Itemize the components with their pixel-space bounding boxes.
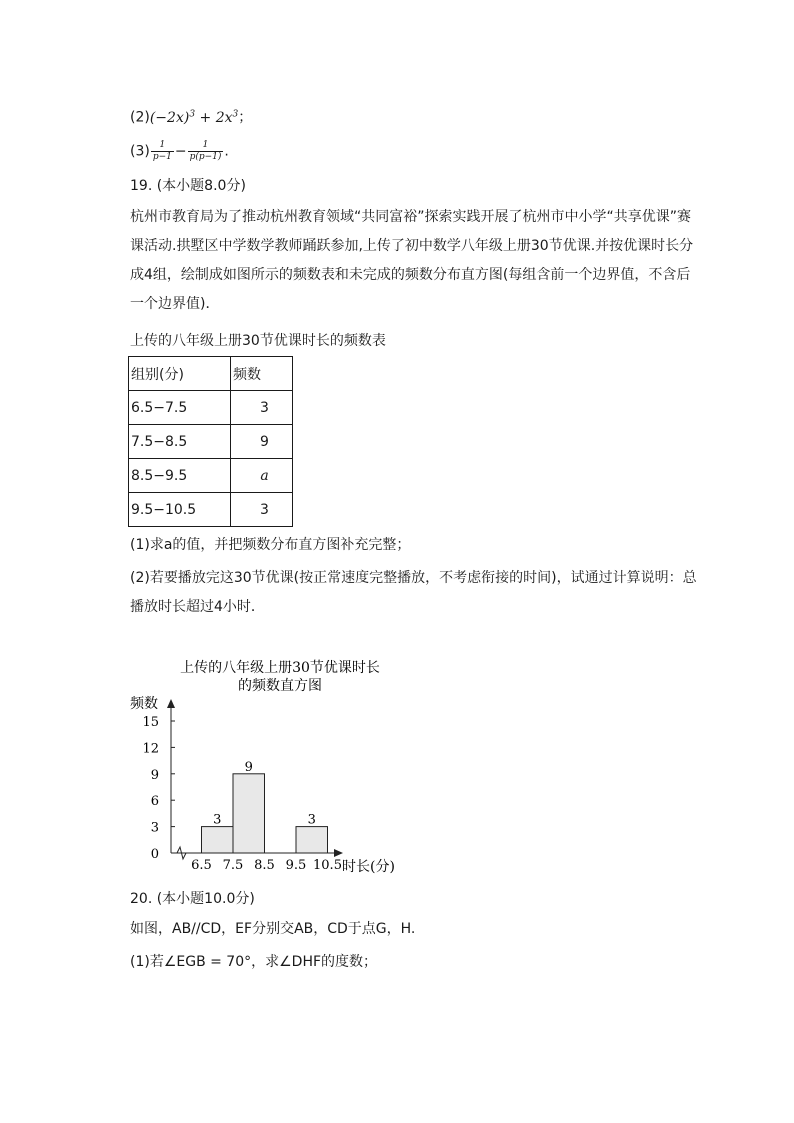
bar-value-label: 9	[244, 759, 253, 775]
table-row	[129, 493, 293, 527]
table-cell-count: 3	[231, 391, 293, 425]
y-axis-label: 频数	[130, 696, 158, 712]
q20-heading: 20. (本小题10.0分)	[130, 891, 255, 907]
chart-title-line1: 上传的八年级上册30节优课时长	[180, 660, 380, 676]
table-header-group: 组别(分)	[129, 357, 231, 391]
frequency-table	[128, 356, 293, 527]
x-tick-label: 8.5	[254, 858, 275, 873]
x-axis-label: 时长(分)	[342, 859, 395, 875]
y-tick-label: 15	[142, 715, 159, 730]
y-tick-label: 3	[150, 820, 159, 836]
y-tick-label: 6	[150, 794, 159, 810]
q19-intro: 杭州市教育局为了推动杭州教育领域“共同富裕”探索实践开展了杭州市中小学“共享优课”赛课活动.拱墅区中学数学教师踊跃参加,上传了初中数学八年级上册30节优课.并按优课时长分成4组，绘制成如图所示的频数表和未完成的频数分布直方图(每组含前一个边界值，不含后一个边界值)．	[130, 209, 694, 312]
table-row	[129, 459, 293, 493]
table-cell-group: 6.5−7.5	[129, 391, 231, 425]
table-row	[129, 425, 293, 459]
chart-title-line2: 的频数直方图	[238, 678, 322, 694]
y-tick-label: 12	[142, 741, 159, 757]
x-tick-label: 6.5	[191, 858, 212, 873]
table-header-count: 频数	[231, 357, 293, 391]
x-tick-label: 10.5	[313, 858, 342, 873]
bar-value-label: 3	[307, 812, 316, 828]
frequency-histogram	[120, 650, 420, 885]
q19-part2: (2)若要播放完这30节优课(按正常速度完整播放，不考虑衔接的时间)，试通过计算说明：总播放时长超过4小时．	[130, 570, 697, 615]
q19-heading: 19. (本小题8.0分)	[130, 178, 246, 194]
table-cell-group: 7.5−8.5	[129, 425, 231, 459]
histogram-bar	[296, 827, 328, 853]
table-cell-group: 8.5−9.5	[129, 459, 231, 493]
q19-part1: (1)求a的值，并把频数分布直方图补充完整；	[130, 537, 411, 553]
y-tick-label: 9	[150, 767, 159, 783]
q20-intro: 如图，AB//CD，EF分别交AB，CD于点G，H.	[130, 921, 416, 937]
x-tick-label: 9.5	[285, 858, 307, 873]
y-tick-label: 0	[150, 847, 159, 862]
table-row	[129, 391, 293, 425]
table-cell-count: 3	[231, 493, 293, 527]
x-axis-arrow	[334, 849, 343, 857]
histogram-bar	[233, 774, 265, 853]
table-cell-count: a	[231, 459, 293, 493]
fraction-1: $\frac{1}{p-1}$	[152, 140, 172, 162]
bar-value-label: 3	[213, 812, 222, 828]
q18-part2: $(2)(-2x)^3 + 2x^3$；	[130, 109, 253, 126]
x-tick-label: 7.5	[222, 858, 244, 873]
q20-part1: (1)若∠EGB = 70°，求∠DHF的度数；	[130, 954, 378, 970]
table-cell-count: 9	[231, 425, 293, 459]
y-axis-arrow	[167, 699, 175, 708]
q18-part3: (3) $\frac{1}{p-1}$ − $\frac{1}{p(p-1)}$ .	[130, 140, 229, 162]
fraction-2: $\frac{1}{p(p-1)}$	[189, 140, 222, 162]
q19-table-title: 上传的八年级上册30节优课时长的频数表	[130, 333, 386, 349]
table-header-row	[129, 357, 293, 391]
histogram-bar	[202, 827, 234, 853]
table-cell-group: 9.5−10.5	[129, 493, 231, 527]
